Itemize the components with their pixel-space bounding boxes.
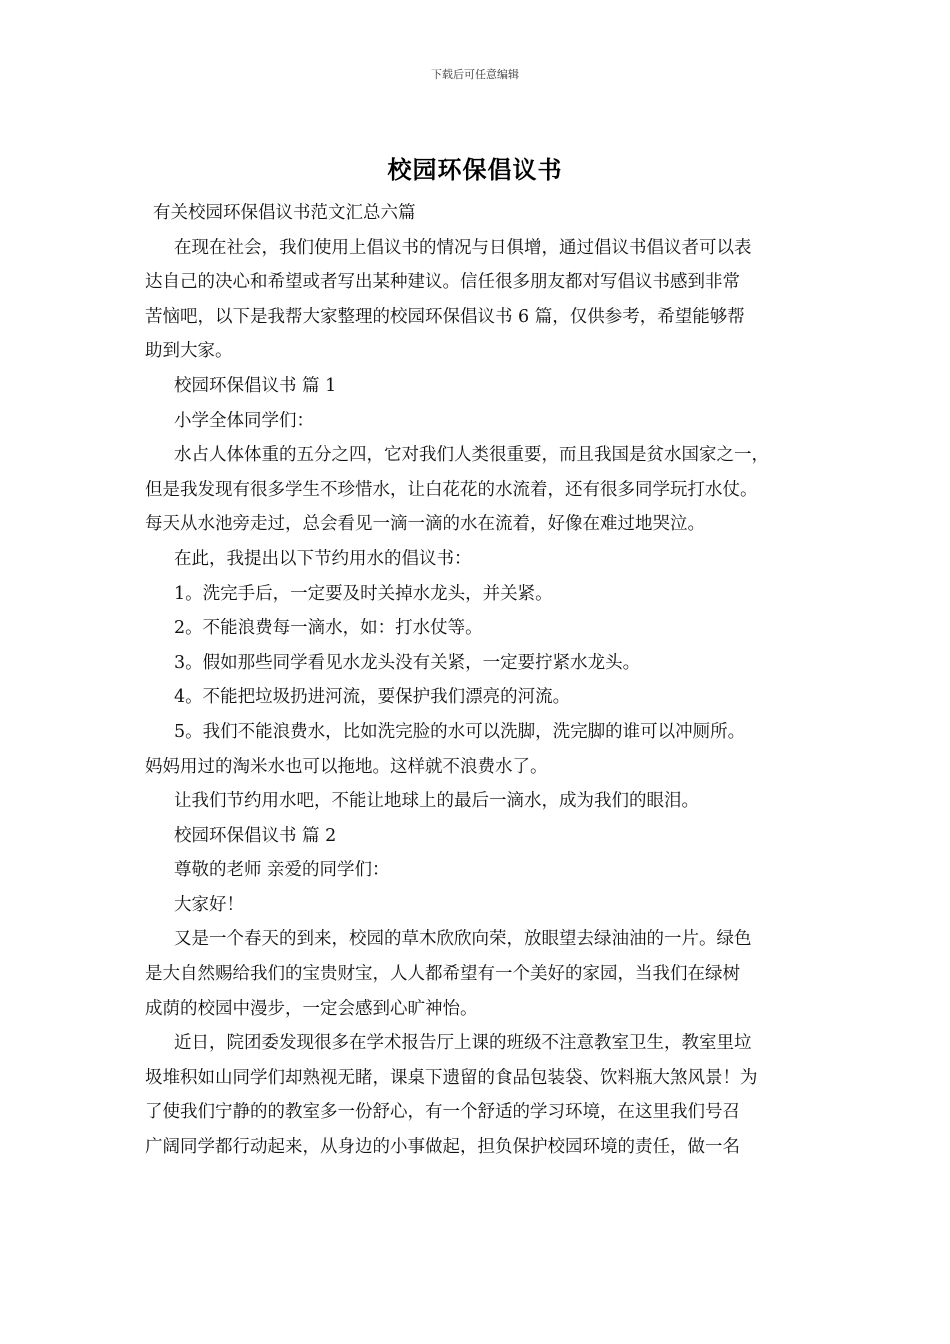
- paragraph-line: 达自己的决心和希望或者写出某种建议。信任很多朋友都对写倡议书感到非常: [145, 272, 740, 293]
- paragraph-line: 让我们节约用水吧，不能让地球上的最后一滴水，成为我们的眼泪。: [174, 791, 699, 812]
- document-body: [145, 196, 815, 1165]
- list-item: 4。不能把垃圾扔进河流，要保护我们漂亮的河流。: [174, 687, 571, 708]
- paragraph-line: 但是我发现有很多学生不珍惜水，让白花花的水流着，还有很多同学玩打水仗。: [145, 479, 758, 500]
- section-heading: 校园环保倡议书 篇 2: [174, 825, 337, 846]
- paragraph-line: 妈妈用过的淘米水也可以拖地。这样就不浪费水了。: [145, 756, 548, 777]
- document-title: 校园环保倡议书: [387, 155, 563, 184]
- section-heading: 校园环保倡议书 篇 1: [174, 375, 337, 396]
- paragraph-line: 助到大家。: [145, 341, 233, 362]
- paragraph-line: 水占人体体重的五分之四，它对我们人类很重要，而且我国是贫水国家之一，: [174, 445, 769, 466]
- paragraph-line: 有关校园环保倡议书范文汇总六篇: [153, 203, 416, 223]
- list-item: 2。不能浪费每一滴水，如：打水仗等。: [174, 618, 483, 639]
- page-header-note: 下载后可任意编辑: [431, 68, 519, 81]
- paragraph-line: 在现在社会，我们使用上倡议书的情况与日俱增，通过倡议书倡议者可以表: [174, 237, 752, 258]
- paragraph-line: 在此，我提出以下节约用水的倡议书：: [174, 548, 472, 569]
- paragraph-line: 圾堆积如山同学们却熟视无睹，课桌下遗留的食品包装袋、饮料瓶大煞风景！为: [145, 1067, 758, 1088]
- paragraph-line: 是大自然赐给我们的宝贵财宝，人人都希望有一个美好的家园，当我们在绿树: [145, 964, 740, 985]
- paragraph-line: 苦恼吧，以下是我帮大家整理的校园环保倡议书 6 篇，仅供参考，希望能够帮: [145, 306, 745, 327]
- paragraph-line: 每天从水池旁走过，总会看见一滴一滴的水在流着，好像在难过地哭泣。: [145, 514, 705, 535]
- paragraph-line: 了使我们宁静的的教室多一份舒心，有一个舒适的学习环境，在这里我们号召: [145, 1102, 740, 1123]
- paragraph-line: 成荫的校园中漫步，一定会感到心旷神怡。: [145, 998, 478, 1019]
- list-item: 3。假如那些同学看见水龙头没有关紧，一定要拧紧水龙头。: [174, 652, 641, 673]
- greeting: 大家好！: [174, 894, 244, 915]
- paragraph-line: 广阔同学都行动起来，从身边的小事做起，担负保护校园环境的责任，做一名: [145, 1137, 740, 1158]
- paragraph-line: 近日，院团委发现很多在学术报告厅上课的班级不注意教室卫生，教室里垃: [174, 1033, 752, 1054]
- list-item: 5。我们不能浪费水，比如洗完脸的水可以洗脚，洗完脚的谁可以冲厕所。: [174, 721, 746, 742]
- list-item: 1。洗完手后，一定要及时关掉水龙头，并关紧。: [174, 583, 553, 604]
- salutation: 尊敬的老师 亲爱的同学们：: [174, 860, 390, 881]
- salutation: 小学全体同学们：: [174, 410, 314, 431]
- paragraph-line: 又是一个春天的到来，校园的草木欣欣向荣，放眼望去绿油油的一片。绿色: [174, 929, 752, 950]
